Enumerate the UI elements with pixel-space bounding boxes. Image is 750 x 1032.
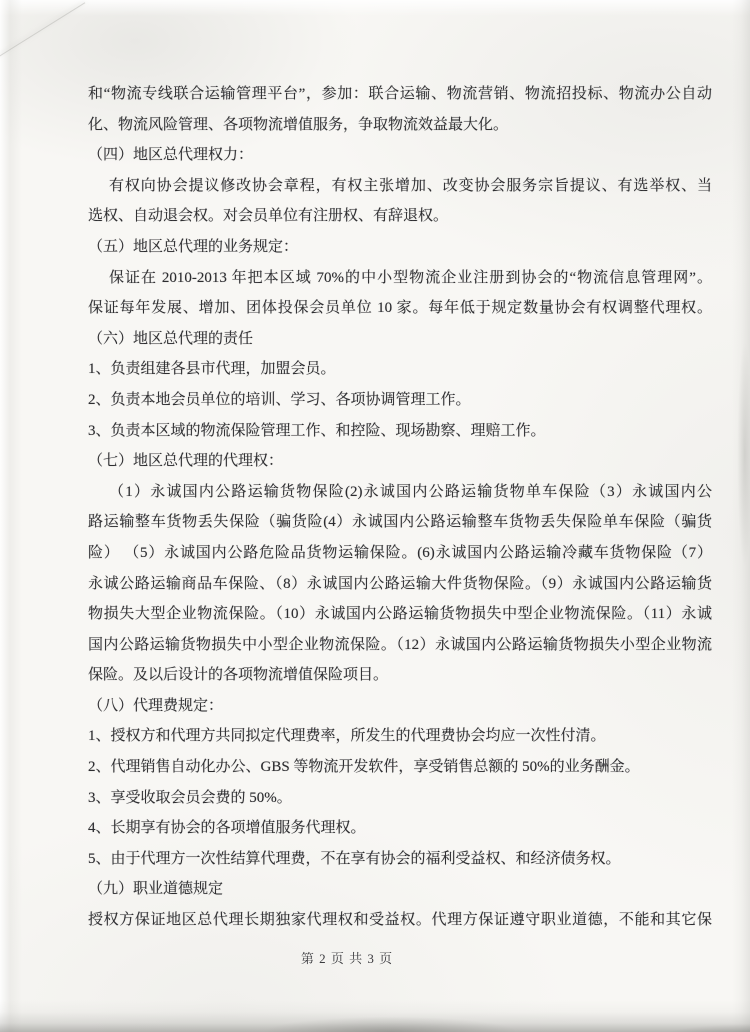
document-text-line: 选权、自动退会权。对会员单位有注册权、有辞退权。 (88, 208, 449, 225)
document-text-line: 2、代理销售自动化办公、GBS 等物流开发软件，享受销售总额的 50%的业务酬金。 (88, 759, 640, 776)
document-text-line: （四）地区总代理权力： (88, 147, 254, 164)
document-text-line: 1、负责组建各县市代理，加盟会员。 (88, 361, 336, 378)
document-text-line: 保证在 2010-2013 年把本区域 70%的中小型物流企业注册到协会的“物流信息管理网”。 (109, 269, 712, 286)
document-text-line: 化、物流风险管理、各项物流增值服务，争取物流效益最大化。 (88, 116, 509, 133)
document-text-line: 保证每年发展、增加、团体投保会员单位 10 家。每年低于规定数量协会有权调整代理权。 (88, 300, 712, 317)
document-text-line: 授权方保证地区总代理长期独家代理权和受益权。代理方保证遵守职业道德，不能和其它保 (88, 912, 712, 929)
document-text-line: 国内公路运输货物损失中小型企业物流保险。（12）永诚国内公路运输货物损失小型企业物流 (88, 636, 712, 653)
document-text-line: （1）永诚国内公路运输货物保险(2)永诚国内公路运输货物单车保险（3）永诚国内公 (109, 483, 712, 500)
document-text-line: 有权向协会提议修改协会章程，有权主张增加、改变协会服务宗旨提议、有选举权、当 (109, 177, 712, 194)
document-text-line: 4、长期享有协会的各项增值服务代理权。 (88, 820, 366, 837)
document-text-line: 5、由于代理方一次性结算代理费，不在享有协会的福利受益权、和经济债务权。 (88, 850, 621, 867)
document-text-line: 险） （5）永诚国内公路危险品货物运输保险。(6)永诚国内公路运输冷藏车货物保险（7） (88, 544, 712, 561)
document-text-line: 和“物流专线联合运输管理平台”，参加：联合运输、物流营销、物流招投标、物流办公自动 (88, 86, 712, 102)
document-text-line: 物损失大型企业物流保险。（10）永诚国内公路运输货物损失中型企业物流保险。（11）永诚 (88, 606, 712, 623)
document-text-line: （七）地区总代理的代理权： (88, 453, 284, 470)
document-text-line: 3、享受收取会员会费的 50%。 (88, 789, 292, 806)
document-text-line: 1、授权方和代理方共同拟定代理费率，所发生的代理费协会均应一次性付清。 (88, 728, 606, 745)
document-text-line: （九）职业道德规定 (88, 881, 224, 898)
document-text-line: 2、负责本地会员单位的培训、学习、各项协调管理工作。 (88, 391, 471, 408)
page-number-footer: 第 2 页 共 3 页 (300, 951, 394, 966)
document-text-line: （八）代理费规定： (88, 697, 224, 714)
document-body (88, 79, 712, 936)
document-text-line: 永诚公路运输商品车保险、（8）永诚国内公路运输大件货物保险。（9）永诚国内公路运输货 (88, 575, 712, 592)
document-text-line: 路运输整车货物丢失保险（骗货险(4）永诚国内公路运输整车货物丢失保险单车保险（骗货 (88, 514, 712, 531)
document-text-line: 保险。及以后设计的各项物流增值保险项目。 (88, 667, 389, 684)
document-text-line: （六）地区总代理的责任 (88, 330, 254, 347)
document-text-line: （五）地区总代理的业务规定： (88, 238, 299, 255)
document-text-line: 3、负责本区域的物流保险管理工作、和控险、现场勘察、理赔工作。 (88, 422, 546, 439)
